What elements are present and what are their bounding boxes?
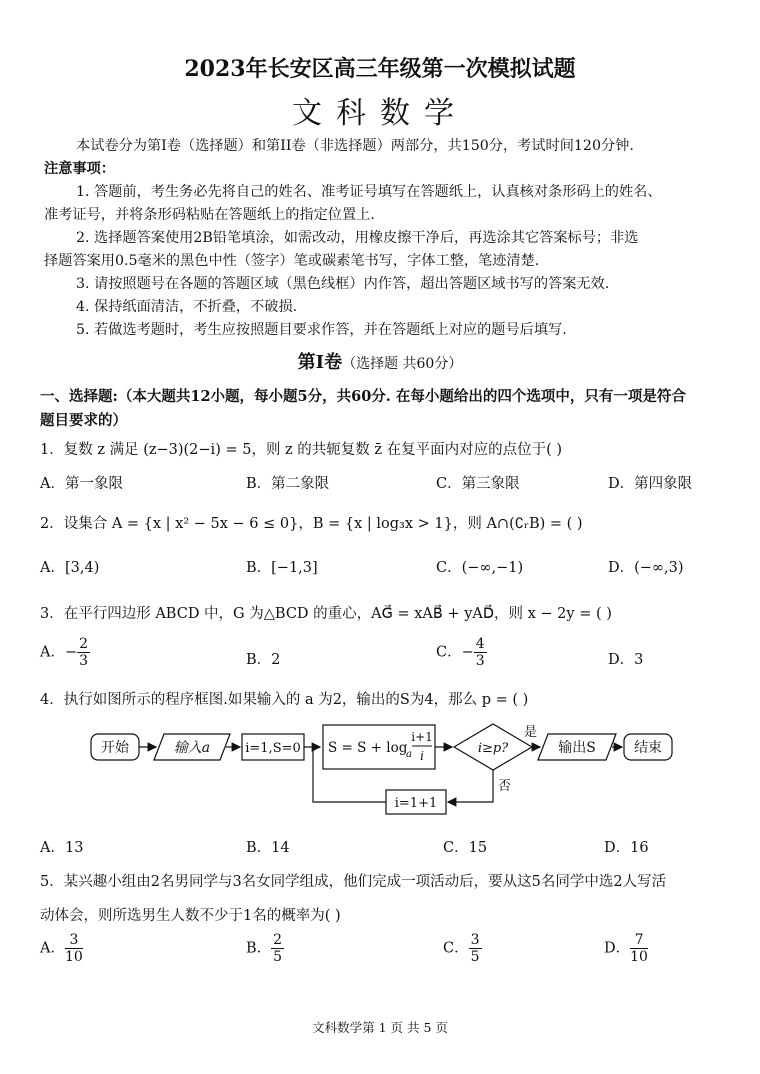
flow-output-text: 输出S	[558, 740, 596, 756]
q3-a-label: A．	[40, 644, 65, 661]
note-2-cont: 择题答案用0.5毫米的黑色中性（签字）笔或碳素笔书写，字体工整，笔迹清楚.	[44, 253, 540, 269]
q3-a-fraction	[77, 636, 90, 669]
q5-c-den: 5	[470, 949, 480, 965]
q5-stem-line1: 5．某兴趣小组由2名男同学与3名女同学组成，他们完成一项活动后，要从这5名同学中选2人写活	[40, 874, 667, 890]
flow-formula-den: i	[420, 749, 424, 763]
q1-stem: 1．复数 z 满足 (z−3)(2−i) = 5，则 z 的共轭复数 z̄ 在复平面内对应的点位于( )	[40, 442, 563, 458]
q1-option-d: D．第四象限	[608, 476, 693, 492]
section-title	[0, 348, 760, 374]
subject-title: 文科数学	[292, 96, 468, 131]
q4-stem: 4．执行如图所示的程序框图.如果输入的 a 为2，输出的S为4，那么 p = ( )	[40, 692, 529, 708]
flow-increment-text: i=1+1	[394, 796, 438, 811]
q1-option-c: C．第三象限	[436, 476, 520, 492]
q2-stem: 2．设集合 A = {x | x² − 5x − 6 ≤ 0}，B = {x | log₃x > 1}，则 A∩(∁ᵣB) = ( )	[40, 516, 583, 532]
q2-option-a: A．[3,4)	[40, 560, 100, 576]
q5-d-den: 10	[630, 949, 648, 965]
note-3: 3. 请按照题号在各题的答题区域（黑色线框）内作答，超出答题区域书写的答案无效.	[76, 276, 610, 292]
q4-option-b: B．14	[246, 840, 290, 856]
q3-c-num: 4	[475, 636, 485, 652]
q3-option-c	[436, 636, 487, 669]
q5-option-d	[604, 932, 648, 965]
q5-c-num: 3	[470, 932, 480, 948]
note-4: 4. 保持纸面清洁，不折叠，不破损.	[76, 299, 298, 315]
flow-end-text: 结束	[634, 740, 662, 756]
q2-option-b: B．[−1,3]	[246, 560, 318, 576]
note-1: 1. 答题前，考生务必先将自己的姓名、准考证号填写在答题纸上，认真核对条形码上的姓名、	[76, 184, 662, 200]
q1-option-a: A．第一象限	[40, 476, 123, 492]
q5-a-fraction	[65, 932, 83, 965]
q3-c-den: 3	[475, 653, 485, 669]
notes-title: 注意事项：	[44, 161, 115, 177]
section-sub: （选择题 共60分）	[342, 356, 463, 372]
q5-d-num: 7	[630, 932, 648, 949]
section-name: 第I卷	[297, 352, 343, 373]
note-1-cont: 准考证号，并将条形码粘贴在答题纸上的指定位置上.	[44, 207, 375, 223]
q4-option-c: C．15	[443, 840, 488, 856]
q5-a-num: 3	[65, 932, 83, 949]
page-footer: 文科数学第 1 页 共 5 页	[312, 1020, 448, 1035]
q3-a-den: 3	[79, 653, 89, 669]
q5-c-label: C．	[443, 940, 469, 957]
q5-b-den: 5	[273, 949, 283, 965]
flow-formula-left: S = S + log	[328, 740, 408, 756]
q3-option-d: D．3	[608, 652, 644, 668]
q5-option-a	[40, 932, 83, 965]
q3-a-num: 2	[79, 636, 89, 652]
q3-c-fraction	[474, 636, 487, 669]
choice-heading-line1: 一、选择题:（本大题共12小题，每小题5分，共60分. 在每小题给出的四个选项中，只有一项是符合	[40, 388, 686, 405]
q5-a-label: A．	[40, 940, 65, 957]
q5-c-fraction	[469, 932, 482, 965]
q3-option-b: B．2	[246, 652, 281, 668]
exam-description: 本试卷分为第I卷（选择题）和第II卷（非选择题）两部分，共150分，考试时间120分钟.	[76, 138, 634, 154]
q5-b-num: 2	[273, 932, 283, 948]
choice-heading-line2: 题目要求的）	[40, 412, 127, 429]
note-5: 5. 若做选考题时，考生应按照题目要求作答，并在答题纸上对应的题号后填写.	[76, 322, 567, 338]
flow-cond-text: i≥p?	[477, 741, 509, 756]
q4-option-a: A．13	[40, 840, 84, 856]
q3-c-sign: −	[461, 644, 474, 661]
q3-c-label: C．	[436, 644, 462, 661]
q2-option-c: C．(−∞,−1)	[436, 560, 524, 576]
flow-no-label: 否	[498, 779, 512, 794]
flow-formula-sub: a	[406, 749, 412, 760]
q1-option-b: B．第二象限	[246, 476, 330, 492]
q5-option-c	[443, 932, 482, 965]
q5-b-fraction	[271, 932, 284, 965]
flow-start-text: 开始	[101, 740, 129, 756]
q5-d-fraction	[630, 932, 648, 965]
flow-yes-label: 是	[524, 725, 538, 740]
q4-option-d: D．16	[604, 840, 649, 856]
flow-init-text: i=1,S=0	[245, 741, 301, 756]
q5-a-den: 10	[64, 949, 83, 965]
q5-option-b	[246, 932, 284, 965]
flow-formula-num: i+1	[411, 730, 433, 744]
flow-input-text: 输入a	[173, 740, 211, 756]
q5-b-label: B．	[246, 940, 272, 957]
q3-option-a	[40, 636, 90, 669]
q5-d-label: D．	[604, 940, 631, 957]
flowchart	[0, 718, 760, 818]
q3-a-sign: −	[64, 644, 78, 661]
q2-option-d: D．(−∞,3)	[608, 560, 684, 576]
note-2: 2. 选择题答案使用2B铅笔填涂，如需改动，用橡皮擦干净后，再选涂其它答案标号；非选	[76, 230, 639, 246]
q5-stem-line2: 动体会，则所选男生人数不少于1名的概率为( )	[40, 908, 341, 924]
q3-stem: 3．在平行四边形 ABCD 中，G 为△BCD 的重心，AG⃗ = xAB⃗ + yAD⃗，则 x − 2y = ( )	[40, 606, 612, 622]
exam-title: 2023年长安区高三年级第一次模拟试题	[184, 56, 576, 82]
